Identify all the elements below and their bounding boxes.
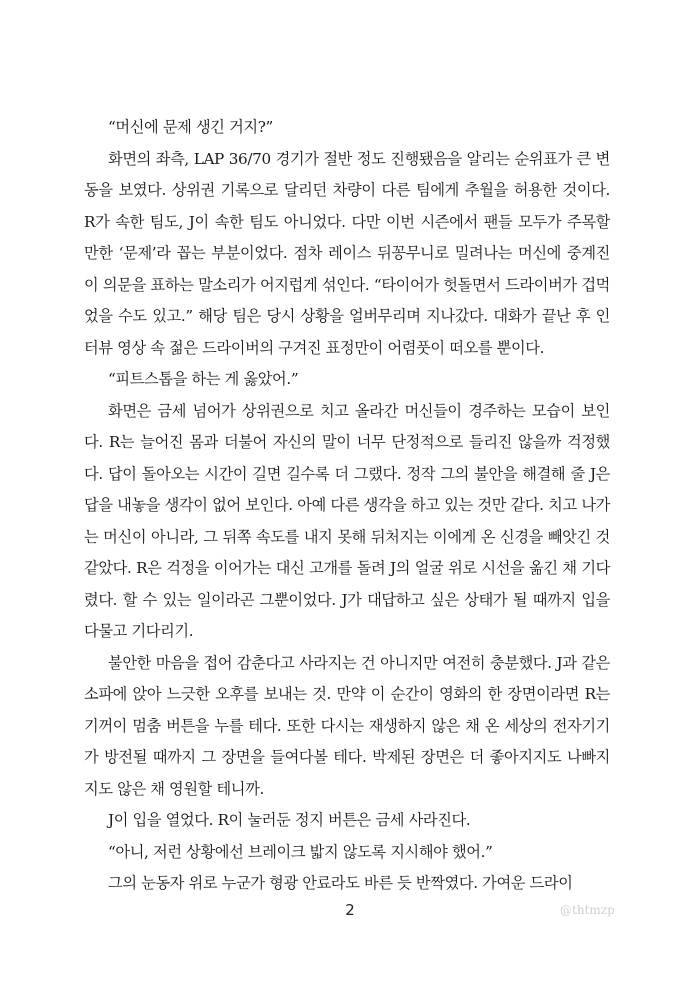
paragraph: “머신에 문제 생긴 거지?” [108,118,273,136]
paragraph: “아니, 저런 상황에선 브레이크 밟지 않도록 지시해야 했어.” [108,842,493,861]
paragraph: J이 입을 열었다. R이 눌러둔 정지 버튼은 금세 사라진다. [108,811,471,829]
paragraph: 화면의 좌측, LAP 36/70 경기가 절반 정도 진행됐음을 알리는 순위표가 큰 변동을 보였다. 상위권 기록으로 달리던 차량이 다른 팀에게 추월을 허용한 것이다. R가 속한 팀도, J이 속한 팀도 아니었다. 다만 이번 시즌에서 팬들 모두가 주목할 만한 ‘문제’라 꼽는 부분이었다. 점차 레이스 뒤꽁무니로 밀려나는 머신에 중계진이 의문을 표하는 말소리가 어지럽게 섞인다. “타이어가 헛돌면서 드라이버가 겁먹었을 수도 있고.” 해당 팀은 당시 상황을 얼버무리며 지나갔다. 대화가 끝난 후 인터뷰 영상 속 젊은 드라이버의 구겨진 표정만이 어렴풋이 떠오를 뿐이다. [84,149,610,357]
page-number: 2 [345,901,355,919]
watermark: @thtmzp [560,903,615,917]
paragraph: 그의 눈동자 위로 누군가 형광 안료라도 바른 듯 반짝였다. 가여운 드라이 [108,874,573,892]
paragraph: “피트스톱을 하는 게 옳았어.” [108,370,299,388]
paragraph: 화면은 금세 넘어가 상위권으로 치고 올라간 머신들이 경주하는 모습이 보인다. R는 늘어진 몸과 더불어 자신의 말이 너무 단정적으로 들리진 않을까 걱정했다. 답이 돌아오는 시간이 길면 길수록 더 그랬다. 정작 그의 불안을 해결해 줄 J은 답을 내놓을 생각이 없어 보인다. 아예 다른 생각을 하고 있는 것만 같다. 치고 나가는 머신이 아니라, 그 뒤쪽 속도를 내지 못해 뒤처지는 이에게 온 신경을 빼앗긴 것 같았다. R은 걱정을 이어가는 대신 고개를 돌려 J의 얼굴 위로 시선을 옮긴 채 기다렸다. 할 수 있는 일이라곤 그뿐이었다. J가 대답하고 싶은 상태가 될 때까지 입을 다물고 기다리기. [84,401,610,640]
paragraph: 불안한 마음을 접어 감춘다고 사라지는 건 아니지만 여전히 충분했다. J과 같은 소파에 앉아 느긋한 오후를 보내는 것. 만약 이 순간이 영화의 한 장면이라면 R는 기꺼이 멈춤 버튼을 누를 테다. 또한 다시는 재생하지 않은 채 온 세상의 전자기기가 방전될 때까지 그 장면을 들여다볼 테다. 박제된 장면은 더 좋아지지도 나빠지지도 않은 채 영원할 테니까. [84,653,610,798]
body-text [84,112,610,900]
